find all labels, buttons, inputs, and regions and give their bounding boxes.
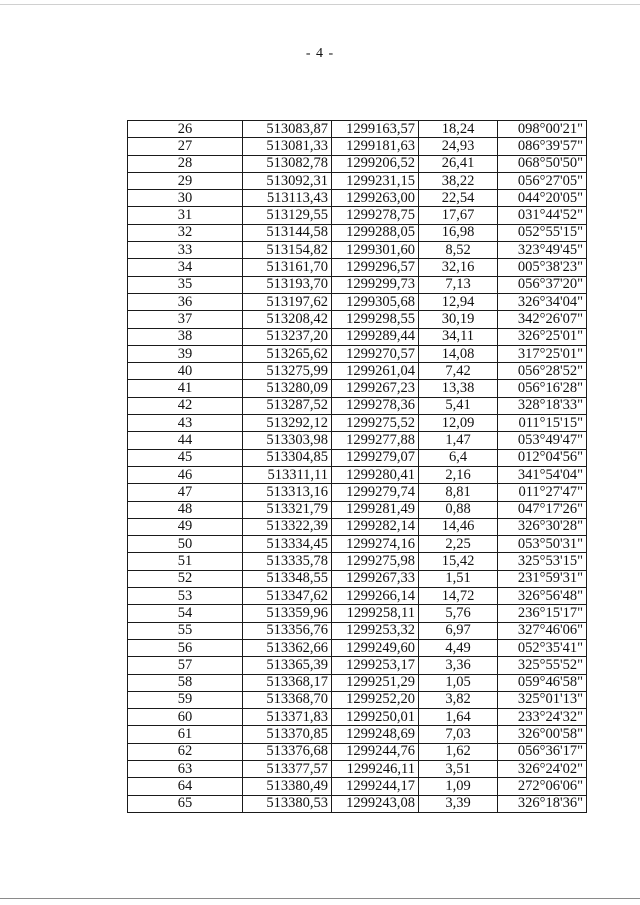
x-coordinate-cell: 513287,52	[243, 397, 332, 414]
table-row	[128, 276, 587, 293]
y-coordinate-cell: 1299277,88	[332, 432, 419, 449]
y-coordinate-cell: 1299275,98	[332, 553, 419, 570]
point-number-cell: 49	[128, 518, 243, 535]
point-number-cell: 34	[128, 259, 243, 276]
x-coordinate-cell: 513380,49	[243, 778, 332, 795]
table-row	[128, 259, 587, 276]
point-number-cell: 42	[128, 397, 243, 414]
y-coordinate-cell: 1299244,76	[332, 743, 419, 760]
x-coordinate-cell: 513365,39	[243, 657, 332, 674]
bearing-cell: 342°26'07"	[498, 311, 587, 328]
table-row	[128, 190, 587, 207]
point-number-cell: 51	[128, 553, 243, 570]
point-number-cell: 39	[128, 345, 243, 362]
table-row	[128, 293, 587, 310]
distance-cell: 3,36	[419, 657, 498, 674]
y-coordinate-cell: 1299270,57	[332, 345, 419, 362]
y-coordinate-cell: 1299280,41	[332, 466, 419, 483]
point-number-cell: 58	[128, 674, 243, 691]
point-number-cell: 40	[128, 363, 243, 380]
x-coordinate-cell: 513304,85	[243, 449, 332, 466]
distance-cell: 6,4	[419, 449, 498, 466]
table-row	[128, 709, 587, 726]
y-coordinate-cell: 1299206,52	[332, 155, 419, 172]
x-coordinate-cell: 513280,09	[243, 380, 332, 397]
distance-cell: 6,97	[419, 622, 498, 639]
bearing-cell: 317°25'01"	[498, 345, 587, 362]
bearing-cell: 053°49'47"	[498, 432, 587, 449]
x-coordinate-cell: 513356,76	[243, 622, 332, 639]
bearing-cell: 031°44'52"	[498, 207, 587, 224]
scan-edge-bottom	[0, 898, 640, 899]
x-coordinate-cell: 513334,45	[243, 536, 332, 553]
distance-cell: 22,54	[419, 190, 498, 207]
point-number-cell: 60	[128, 709, 243, 726]
distance-cell: 3,82	[419, 691, 498, 708]
y-coordinate-cell: 1299267,33	[332, 570, 419, 587]
bearing-cell: 056°28'52"	[498, 363, 587, 380]
table-row	[128, 224, 587, 241]
point-number-cell: 55	[128, 622, 243, 639]
x-coordinate-cell: 513321,79	[243, 501, 332, 518]
x-coordinate-cell: 513161,70	[243, 259, 332, 276]
bearing-cell: 056°37'20"	[498, 276, 587, 293]
bearing-cell: 236°15'17"	[498, 605, 587, 622]
x-coordinate-cell: 513359,96	[243, 605, 332, 622]
distance-cell: 14,46	[419, 518, 498, 535]
bearing-cell: 052°55'15"	[498, 224, 587, 241]
bearing-cell: 326°34'04"	[498, 293, 587, 310]
point-number-cell: 53	[128, 588, 243, 605]
y-coordinate-cell: 1299258,11	[332, 605, 419, 622]
x-coordinate-cell: 513348,55	[243, 570, 332, 587]
point-number-cell: 54	[128, 605, 243, 622]
y-coordinate-cell: 1299181,63	[332, 138, 419, 155]
y-coordinate-cell: 1299305,68	[332, 293, 419, 310]
y-coordinate-cell: 1299253,32	[332, 622, 419, 639]
table-row	[128, 484, 587, 501]
x-coordinate-cell: 513154,82	[243, 242, 332, 259]
x-coordinate-cell: 513237,20	[243, 328, 332, 345]
bearing-cell: 053°50'31"	[498, 536, 587, 553]
distance-cell: 1,05	[419, 674, 498, 691]
distance-cell: 1,51	[419, 570, 498, 587]
point-number-cell: 26	[128, 121, 243, 138]
point-number-cell: 56	[128, 639, 243, 656]
table-row	[128, 691, 587, 708]
distance-cell: 12,09	[419, 415, 498, 432]
y-coordinate-cell: 1299279,07	[332, 449, 419, 466]
point-number-cell: 62	[128, 743, 243, 760]
y-coordinate-cell: 1299279,74	[332, 484, 419, 501]
distance-cell: 1,47	[419, 432, 498, 449]
point-number-cell: 29	[128, 172, 243, 189]
x-coordinate-cell: 513380,53	[243, 795, 332, 812]
bearing-cell: 056°27'05"	[498, 172, 587, 189]
table-row	[128, 588, 587, 605]
bearing-cell: 052°35'41"	[498, 639, 587, 656]
y-coordinate-cell: 1299278,75	[332, 207, 419, 224]
distance-cell: 3,39	[419, 795, 498, 812]
bearing-cell: 327°46'06"	[498, 622, 587, 639]
x-coordinate-cell: 513208,42	[243, 311, 332, 328]
distance-cell: 7,42	[419, 363, 498, 380]
table-row	[128, 639, 587, 656]
x-coordinate-cell: 513322,39	[243, 518, 332, 535]
x-coordinate-cell: 513083,87	[243, 121, 332, 138]
y-coordinate-cell: 1299251,29	[332, 674, 419, 691]
point-number-cell: 50	[128, 536, 243, 553]
y-coordinate-cell: 1299275,52	[332, 415, 419, 432]
bearing-cell: 326°25'01"	[498, 328, 587, 345]
bearing-cell: 326°00'58"	[498, 726, 587, 743]
table-row	[128, 726, 587, 743]
y-coordinate-cell: 1299248,69	[332, 726, 419, 743]
y-coordinate-cell: 1299250,01	[332, 709, 419, 726]
distance-cell: 18,24	[419, 121, 498, 138]
bearing-cell: 341°54'04"	[498, 466, 587, 483]
point-number-cell: 45	[128, 449, 243, 466]
y-coordinate-cell: 1299246,11	[332, 760, 419, 777]
x-coordinate-cell: 513368,70	[243, 691, 332, 708]
bearing-cell: 059°46'58"	[498, 674, 587, 691]
bearing-cell: 005°38'23"	[498, 259, 587, 276]
table-row	[128, 172, 587, 189]
distance-cell: 8,81	[419, 484, 498, 501]
table-row	[128, 363, 587, 380]
bearing-cell: 326°56'48"	[498, 588, 587, 605]
x-coordinate-cell: 513081,33	[243, 138, 332, 155]
y-coordinate-cell: 1299261,04	[332, 363, 419, 380]
point-number-cell: 52	[128, 570, 243, 587]
y-coordinate-cell: 1299296,57	[332, 259, 419, 276]
x-coordinate-cell: 513335,78	[243, 553, 332, 570]
point-number-cell: 41	[128, 380, 243, 397]
y-coordinate-cell: 1299252,20	[332, 691, 419, 708]
x-coordinate-cell: 513129,55	[243, 207, 332, 224]
bearing-cell: 011°15'15"	[498, 415, 587, 432]
distance-cell: 8,52	[419, 242, 498, 259]
point-number-cell: 64	[128, 778, 243, 795]
bearing-cell: 011°27'47"	[498, 484, 587, 501]
distance-cell: 1,09	[419, 778, 498, 795]
distance-cell: 12,94	[419, 293, 498, 310]
y-coordinate-cell: 1299274,16	[332, 536, 419, 553]
point-number-cell: 30	[128, 190, 243, 207]
bearing-cell: 233°24'32"	[498, 709, 587, 726]
distance-cell: 30,19	[419, 311, 498, 328]
point-number-cell: 44	[128, 432, 243, 449]
table-row	[128, 501, 587, 518]
distance-cell: 16,98	[419, 224, 498, 241]
table-row	[128, 518, 587, 535]
x-coordinate-cell: 513092,31	[243, 172, 332, 189]
y-coordinate-cell: 1299278,36	[332, 397, 419, 414]
table-row	[128, 328, 587, 345]
scan-edge-top	[0, 4, 640, 5]
x-coordinate-cell: 513292,12	[243, 415, 332, 432]
distance-cell: 5,76	[419, 605, 498, 622]
page-number: - 4 -	[305, 46, 335, 61]
y-coordinate-cell: 1299163,57	[332, 121, 419, 138]
distance-cell: 7,13	[419, 276, 498, 293]
point-number-cell: 36	[128, 293, 243, 310]
x-coordinate-cell: 513082,78	[243, 155, 332, 172]
table-row	[128, 432, 587, 449]
bearing-cell: 325°55'52"	[498, 657, 587, 674]
y-coordinate-cell: 1299298,55	[332, 311, 419, 328]
distance-cell: 24,93	[419, 138, 498, 155]
point-number-cell: 37	[128, 311, 243, 328]
bearing-cell: 044°20'05"	[498, 190, 587, 207]
point-number-cell: 31	[128, 207, 243, 224]
distance-cell: 0,88	[419, 501, 498, 518]
x-coordinate-cell: 513144,58	[243, 224, 332, 241]
distance-cell: 38,22	[419, 172, 498, 189]
x-coordinate-cell: 513311,11	[243, 466, 332, 483]
distance-cell: 32,16	[419, 259, 498, 276]
y-coordinate-cell: 1299301,60	[332, 242, 419, 259]
point-number-cell: 63	[128, 760, 243, 777]
distance-cell: 26,41	[419, 155, 498, 172]
point-number-cell: 27	[128, 138, 243, 155]
y-coordinate-cell: 1299267,23	[332, 380, 419, 397]
y-coordinate-cell: 1299263,00	[332, 190, 419, 207]
bearing-cell: 086°39'57"	[498, 138, 587, 155]
y-coordinate-cell: 1299253,17	[332, 657, 419, 674]
table-row	[128, 449, 587, 466]
distance-cell: 1,64	[419, 709, 498, 726]
coordinates-table-body	[128, 121, 587, 813]
table-row	[128, 622, 587, 639]
point-number-cell: 46	[128, 466, 243, 483]
x-coordinate-cell: 513347,62	[243, 588, 332, 605]
x-coordinate-cell: 513265,62	[243, 345, 332, 362]
y-coordinate-cell: 1299244,17	[332, 778, 419, 795]
x-coordinate-cell: 513376,68	[243, 743, 332, 760]
y-coordinate-cell: 1299282,14	[332, 518, 419, 535]
table-row	[128, 760, 587, 777]
table-row	[128, 536, 587, 553]
distance-cell: 17,67	[419, 207, 498, 224]
table-row	[128, 345, 587, 362]
point-number-cell: 38	[128, 328, 243, 345]
table-row	[128, 207, 587, 224]
table-row	[128, 605, 587, 622]
x-coordinate-cell: 513113,43	[243, 190, 332, 207]
table-row	[128, 380, 587, 397]
distance-cell: 2,25	[419, 536, 498, 553]
point-number-cell: 48	[128, 501, 243, 518]
distance-cell: 14,72	[419, 588, 498, 605]
x-coordinate-cell: 513362,66	[243, 639, 332, 656]
bearing-cell: 326°18'36"	[498, 795, 587, 812]
x-coordinate-cell: 513370,85	[243, 726, 332, 743]
table-row	[128, 795, 587, 812]
bearing-cell: 047°17'26"	[498, 501, 587, 518]
table-row	[128, 311, 587, 328]
table-row	[128, 397, 587, 414]
table-row	[128, 570, 587, 587]
point-number-cell: 35	[128, 276, 243, 293]
distance-cell: 15,42	[419, 553, 498, 570]
table-row	[128, 553, 587, 570]
y-coordinate-cell: 1299289,44	[332, 328, 419, 345]
x-coordinate-cell: 513313,16	[243, 484, 332, 501]
table-row	[128, 242, 587, 259]
x-coordinate-cell: 513193,70	[243, 276, 332, 293]
bearing-cell: 231°59'31"	[498, 570, 587, 587]
x-coordinate-cell: 513275,99	[243, 363, 332, 380]
distance-cell: 13,38	[419, 380, 498, 397]
bearing-cell: 325°01'13"	[498, 691, 587, 708]
point-number-cell: 32	[128, 224, 243, 241]
distance-cell: 7,03	[419, 726, 498, 743]
y-coordinate-cell: 1299243,08	[332, 795, 419, 812]
y-coordinate-cell: 1299266,14	[332, 588, 419, 605]
coordinates-table	[127, 120, 587, 813]
table-row	[128, 415, 587, 432]
point-number-cell: 59	[128, 691, 243, 708]
table-row	[128, 657, 587, 674]
point-number-cell: 47	[128, 484, 243, 501]
distance-cell: 34,11	[419, 328, 498, 345]
bearing-cell: 068°50'50"	[498, 155, 587, 172]
table-row	[128, 466, 587, 483]
table-row	[128, 121, 587, 138]
point-number-cell: 28	[128, 155, 243, 172]
x-coordinate-cell: 513371,83	[243, 709, 332, 726]
bearing-cell: 012°04'56"	[498, 449, 587, 466]
bearing-cell: 326°30'28"	[498, 518, 587, 535]
table-row	[128, 743, 587, 760]
distance-cell: 4,49	[419, 639, 498, 656]
bearing-cell: 326°24'02"	[498, 760, 587, 777]
bearing-cell: 272°06'06"	[498, 778, 587, 795]
bearing-cell: 325°53'15"	[498, 553, 587, 570]
y-coordinate-cell: 1299288,05	[332, 224, 419, 241]
bearing-cell: 056°16'28"	[498, 380, 587, 397]
point-number-cell: 33	[128, 242, 243, 259]
table-row	[128, 778, 587, 795]
y-coordinate-cell: 1299249,60	[332, 639, 419, 656]
table-row	[128, 674, 587, 691]
bearing-cell: 323°49'45"	[498, 242, 587, 259]
x-coordinate-cell: 513377,57	[243, 760, 332, 777]
distance-cell: 1,62	[419, 743, 498, 760]
distance-cell: 3,51	[419, 760, 498, 777]
bearing-cell: 056°36'17"	[498, 743, 587, 760]
table-row	[128, 138, 587, 155]
point-number-cell: 43	[128, 415, 243, 432]
point-number-cell: 65	[128, 795, 243, 812]
table-row	[128, 155, 587, 172]
x-coordinate-cell: 513368,17	[243, 674, 332, 691]
bearing-cell: 098°00'21"	[498, 121, 587, 138]
point-number-cell: 57	[128, 657, 243, 674]
y-coordinate-cell: 1299281,49	[332, 501, 419, 518]
x-coordinate-cell: 513303,98	[243, 432, 332, 449]
distance-cell: 2,16	[419, 466, 498, 483]
bearing-cell: 328°18'33"	[498, 397, 587, 414]
point-number-cell: 61	[128, 726, 243, 743]
y-coordinate-cell: 1299231,15	[332, 172, 419, 189]
y-coordinate-cell: 1299299,73	[332, 276, 419, 293]
distance-cell: 5,41	[419, 397, 498, 414]
x-coordinate-cell: 513197,62	[243, 293, 332, 310]
distance-cell: 14,08	[419, 345, 498, 362]
